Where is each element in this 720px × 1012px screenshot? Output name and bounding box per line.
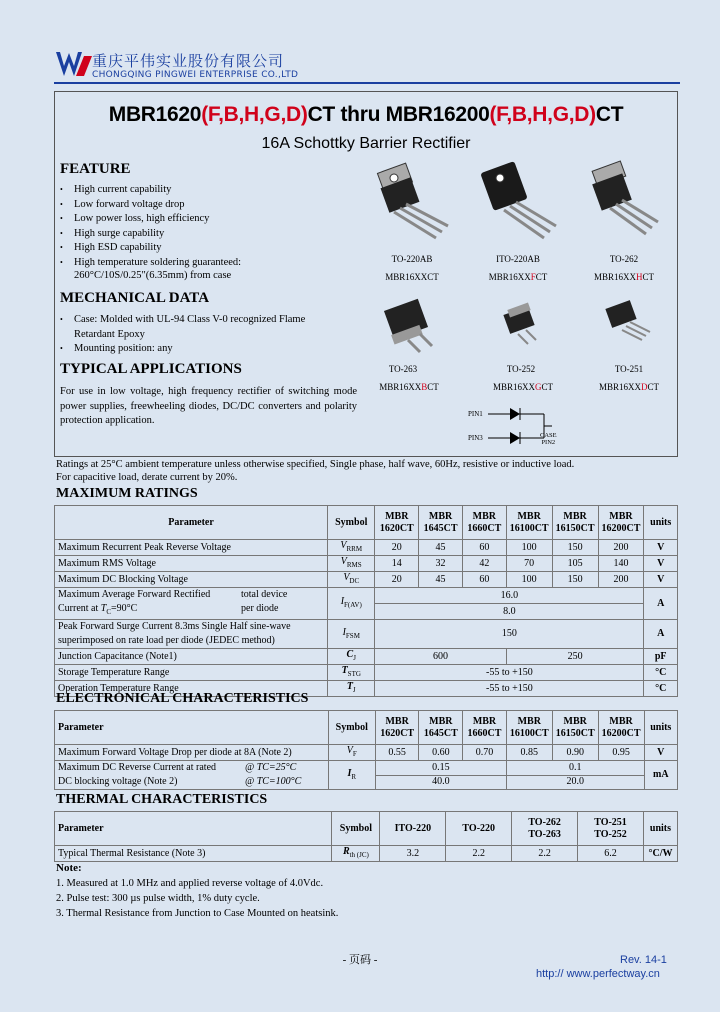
- mechanical-list: [60, 313, 360, 357]
- feature-extra: 260°C/10S/0.25"(6.35mm) from case: [74, 270, 232, 281]
- package-part-number: MBR16XXGCT: [492, 382, 554, 392]
- table-row: Typical Thermal Resistance (Note 3) $R_{th (JC)}$ 3.2 2.2 2.2 6.2 °C/W: [55, 846, 678, 862]
- note-item: 2. Pulse test: 300 µs pulse width, 1% duty cycle.: [56, 893, 260, 904]
- to251-package-image: [600, 298, 660, 348]
- ito220ab-package-image: [474, 160, 570, 250]
- to252-package-image: [496, 302, 556, 352]
- page-subtitle: 16A Schottky Barrier Rectifier: [261, 135, 471, 152]
- company-logo: [54, 48, 94, 80]
- to262-package-image: [580, 160, 676, 250]
- list-item: • Case: Molded with UL-94 Class V-0 recognized Flame: [60, 314, 306, 325]
- thermal-table: [54, 811, 678, 862]
- table-header-row: Parameter Symbol ITO-220 TO-220 TO-262 TO-263 TO-251 TO-252 units: [55, 812, 678, 846]
- table-row: Maximum DC Blocking Voltage $V_{DC}$ 20 45 60 100 150 200 V: [55, 572, 678, 588]
- max-ratings-heading: MAXIMUM RATINGS: [56, 486, 198, 501]
- website-link[interactable]: http:// www.perfectway.cn: [536, 968, 660, 980]
- package-name: TO-263: [388, 364, 418, 374]
- header-rule: [54, 82, 680, 84]
- ratings-note-2: For capacitive load, derate current by 20%.: [56, 472, 238, 483]
- revision: Rev. 14-1: [620, 954, 667, 966]
- table-row: Maximum Recurrent Peak Reverse Voltage $V_{RRM}$ 20 45 60 100 150 200 V: [55, 540, 678, 556]
- table-header-row: Parameter Symbol MBR 1620CT MBR 1645CT MBR 1660CT MBR 16100CT MBR 16150CT MBR 16200CT units: [55, 506, 678, 540]
- package-name: TO-220AB: [391, 254, 433, 264]
- list-item: • High ESD capability: [60, 241, 360, 256]
- table-row: 40.0 20.0: [55, 775, 678, 790]
- list-item-continued: Retardant Epoxy: [74, 328, 145, 340]
- mechanical-heading: MECHANICAL DATA: [60, 290, 210, 306]
- thermal-heading: THERMAL CHARACTERISTICS: [56, 792, 268, 807]
- electrical-table: [54, 710, 678, 790]
- package-name: TO-252: [506, 364, 536, 374]
- max-ratings-table: [54, 505, 678, 697]
- applications-heading: TYPICAL APPLICATIONS: [60, 361, 242, 377]
- package-part-number: MBR16XXBCT: [379, 382, 439, 392]
- table-row: 8.0: [55, 604, 678, 620]
- page-number: - 页码 -: [342, 954, 378, 966]
- company-name-cn: 重庆平伟实业股份有限公司: [92, 52, 285, 70]
- pin1-label: PIN1: [468, 410, 483, 418]
- table-row: Storage Temperature Range $T_{STG}$ -55 to +150 °C: [55, 665, 678, 681]
- table-row: Junction Capacitance (Note1) $C_J$ 600 250 pF: [55, 649, 678, 665]
- package-part-number: MBR16XXFCT: [488, 272, 548, 282]
- list-item: • Mounting position: any: [60, 343, 173, 354]
- table-row: Maximum RMS Voltage $V_{RMS}$ 14 32 42 70 105 140 V: [55, 556, 678, 572]
- to220ab-package-image: [366, 160, 462, 250]
- electrical-heading: ELECTRONICAL CHARACTERISTICS: [56, 691, 309, 706]
- package-part-number: MBR16XXCT: [385, 272, 439, 282]
- package-part-number: MBR16XXHCT: [593, 272, 655, 282]
- list-item: • High current capability: [60, 183, 360, 198]
- table-row: Maximum Forward Voltage Drop per diode at 8A (Note 2) $V_F$ 0.55 0.60 0.70 0.85 0.90 0.95 V: [55, 745, 678, 761]
- table-row: Maximum Average Forward Rectified Current at $T_C=90^\circ C$ total device per diode $I_{F(AV)}$ 16.0 A: [55, 588, 678, 604]
- table-row: Operation Temperature Range $T_J$ -55 to +150 °C: [55, 681, 678, 697]
- company-name-en: CHONGQING PINGWEI ENTERPRISE CO.,LTD: [92, 70, 299, 80]
- package-name: TO-262: [609, 254, 639, 264]
- ratings-note-1: Ratings at 25°C ambient temperature unless otherwise specified, Single phase, half wave, 60Hz, resistive or inductive load.: [56, 459, 575, 470]
- note-item: 3. Thermal Resistance from Junction to Case Mounted on heatsink.: [56, 908, 339, 919]
- list-item: • High temperature soldering guaranteed:: [60, 256, 360, 271]
- page-title: MBR1620(F,B,H,G,D)CT thru MBR16200(F,B,H,G,D)CT: [108, 103, 624, 126]
- package-name: ITO-220AB: [496, 254, 540, 264]
- feature-heading: FEATURE: [60, 161, 131, 177]
- pin3-label: PIN3: [468, 434, 483, 442]
- list-item: • Low forward voltage drop: [60, 198, 360, 213]
- package-part-number: MBR16XXDCT: [598, 382, 660, 392]
- list-item: • Low power loss, high efficiency: [60, 212, 360, 227]
- list-item: • High surge capability: [60, 227, 360, 242]
- notes-heading: Note:: [56, 862, 82, 874]
- table-row: Peak Forward Surge Current 8.3ms Single Half sine-wave superimposed on rate load per diode (JEDEC method) $I_{FSM}$ 150 A: [55, 620, 678, 649]
- package-name: TO-251: [614, 364, 644, 374]
- feature-list: [60, 183, 360, 270]
- table-row: Maximum DC Reverse Current at rated DC blocking voltage (Note 2) @ TC=25°C @ TC=100°C $I_R$ 0.15 0.1 mA: [55, 761, 678, 776]
- case-pin2-label: CASE PIN2: [540, 432, 557, 446]
- table-header-row: Parameter Symbol MBR 1620CT MBR 1645CT MBR 1660CT MBR 16100CT MBR 16150CT MBR 16200CT units: [55, 711, 678, 745]
- note-item: 1. Measured at 1.0 MHz and applied reverse voltage of 4.0Vdc.: [56, 878, 324, 889]
- to263-package-image: [378, 296, 448, 362]
- applications-text: For use in low voltage, high frequency rectifier of switching mode power supplies, freewheeling diodes, DC/DC converters and polarity protection application.: [60, 386, 357, 426]
